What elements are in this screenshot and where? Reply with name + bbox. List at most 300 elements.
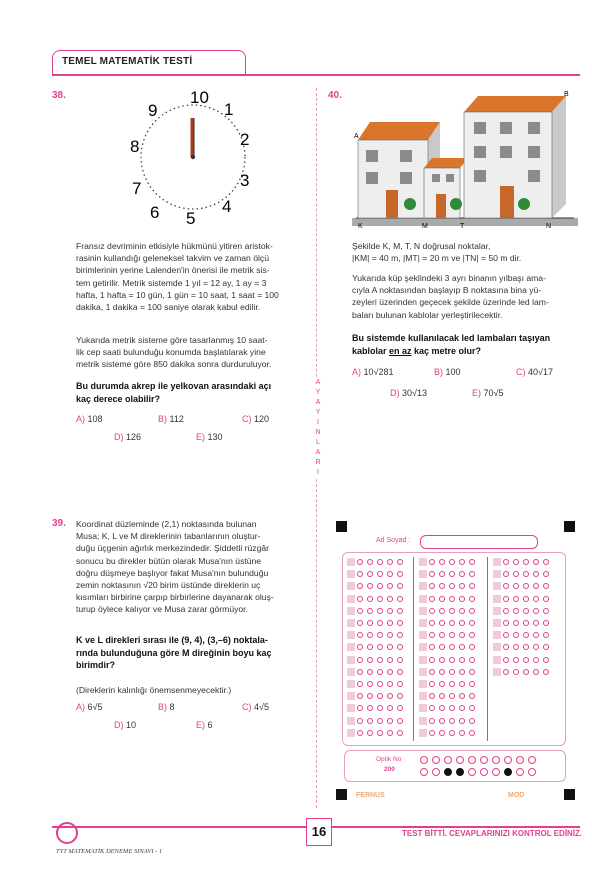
window <box>528 170 540 182</box>
answer-bubble[interactable] <box>513 608 519 614</box>
answer-bubble[interactable] <box>459 669 465 675</box>
answer-grid <box>342 552 566 746</box>
grid-column-rule <box>413 557 414 741</box>
answer-bubble[interactable] <box>449 620 455 626</box>
grid-column-rule <box>487 557 488 741</box>
answer-bubble[interactable] <box>513 644 519 650</box>
answer-bubble[interactable] <box>459 657 465 663</box>
optik-bubble[interactable] <box>504 756 512 764</box>
answer-bubble[interactable] <box>469 669 475 675</box>
answer-bubble[interactable] <box>357 718 363 724</box>
text-line: kısımları birbirine çarpıp birbirlerine dayanarak oluş- <box>76 592 274 603</box>
q39-note: (Direklerin kalınlığı önemsenmeyecektir.) <box>76 685 232 695</box>
answer-bubble[interactable] <box>459 632 465 638</box>
answer-bubble[interactable] <box>377 620 383 626</box>
answer-bubble[interactable] <box>387 693 393 699</box>
grid-row-number-cell <box>347 668 355 676</box>
answer-bubble[interactable] <box>429 693 435 699</box>
q39-option-a[interactable]: A) 6√5 <box>76 702 103 712</box>
window <box>474 146 486 158</box>
answer-bubble[interactable] <box>357 657 363 663</box>
answer-bubble[interactable] <box>357 693 363 699</box>
answer-bubble[interactable] <box>377 583 383 589</box>
answer-bubble[interactable] <box>357 730 363 736</box>
answer-bubble[interactable] <box>387 718 393 724</box>
answer-bubble[interactable] <box>449 718 455 724</box>
answer-bubble[interactable] <box>469 620 475 626</box>
answer-bubble[interactable] <box>459 644 465 650</box>
answer-bubble[interactable] <box>439 644 445 650</box>
answer-bubble[interactable] <box>377 669 383 675</box>
answer-bubble[interactable] <box>523 559 529 565</box>
answer-bubble[interactable] <box>513 596 519 602</box>
answer-bubble[interactable] <box>543 669 549 675</box>
publisher-logo <box>56 822 78 844</box>
answer-bubble[interactable] <box>429 669 435 675</box>
answer-bubble[interactable] <box>387 608 393 614</box>
optik-bubble[interactable] <box>516 756 524 764</box>
answer-bubble[interactable] <box>503 620 509 626</box>
answer-bubble[interactable] <box>533 583 539 589</box>
clock-num-6: 6 <box>150 203 160 222</box>
answer-bubble[interactable] <box>439 693 445 699</box>
window <box>366 150 378 162</box>
answer-bubble[interactable] <box>439 583 445 589</box>
answer-bubble[interactable] <box>377 632 383 638</box>
optik-bubble[interactable] <box>468 768 476 776</box>
answer-bubble[interactable] <box>449 596 455 602</box>
answer-bubble[interactable] <box>449 705 455 711</box>
answer-bubble[interactable] <box>513 657 519 663</box>
clock-num-2: 2 <box>240 130 250 149</box>
optik-bubble[interactable] <box>468 756 476 764</box>
answer-bubble[interactable] <box>429 608 435 614</box>
answer-bubble[interactable] <box>397 681 403 687</box>
text-line: duğu üçgenin ağırlık merkezindedir. Şiddetli rüzgâr <box>76 543 269 554</box>
answer-bubble[interactable] <box>377 644 383 650</box>
grid-row-number-cell <box>347 704 355 712</box>
roof-1 <box>358 122 440 140</box>
answer-bubble[interactable] <box>513 571 519 577</box>
grid-row-number-cell <box>347 631 355 639</box>
answer-bubble[interactable] <box>503 644 509 650</box>
answer-bubble[interactable] <box>387 657 393 663</box>
optik-bubble[interactable] <box>528 756 536 764</box>
q39-option-b[interactable]: B) 8 <box>158 702 175 712</box>
answer-bubble[interactable] <box>469 644 475 650</box>
grid-row-number-cell <box>493 656 501 664</box>
answer-bubble[interactable] <box>543 632 549 638</box>
text-line: zemin noktasının √20 birim üstünde direklerin uç <box>76 580 261 591</box>
answer-bubble[interactable] <box>429 632 435 638</box>
optik-bubble[interactable] <box>444 768 452 776</box>
q38-option-e[interactable]: E) 130 <box>196 432 223 442</box>
q40-option-c[interactable]: C) 40√17 <box>516 367 553 377</box>
text-line: rasinin kullandığı geleneksel takvim ve zaman ölçü <box>76 253 269 264</box>
answer-bubble[interactable] <box>377 718 383 724</box>
answer-bubble[interactable] <box>503 669 509 675</box>
answer-bubble[interactable] <box>367 571 373 577</box>
grid-row-number-cell <box>419 680 427 688</box>
optik-bubble[interactable] <box>420 768 428 776</box>
grid-row-number-cell <box>347 717 355 725</box>
grid-row-number-cell <box>419 717 427 725</box>
answer-bubble[interactable] <box>429 559 435 565</box>
optik-bubble[interactable] <box>492 756 500 764</box>
q40-option-e[interactable]: E) 70√5 <box>472 388 504 398</box>
answer-bubble[interactable] <box>523 571 529 577</box>
answer-bubble[interactable] <box>503 657 509 663</box>
answer-bubble[interactable] <box>397 583 403 589</box>
answer-bubble[interactable] <box>459 583 465 589</box>
answer-bubble[interactable] <box>397 730 403 736</box>
answer-bubble[interactable] <box>439 730 445 736</box>
answer-bubble[interactable] <box>513 632 519 638</box>
grid-row-number-cell <box>347 643 355 651</box>
answer-bubble[interactable] <box>469 559 475 565</box>
answer-bubble[interactable] <box>387 571 393 577</box>
door <box>500 186 514 218</box>
answer-bubble[interactable] <box>429 644 435 650</box>
text-line: doğru düşmeye başlıyor fakat Musa'nın bulunduğu <box>76 567 269 578</box>
answer-bubble[interactable] <box>377 681 383 687</box>
answer-bubble[interactable] <box>367 657 373 663</box>
grid-row-number-cell <box>347 570 355 578</box>
answer-bubble[interactable] <box>397 632 403 638</box>
answer-bubble[interactable] <box>543 644 549 650</box>
answer-bubble[interactable] <box>503 596 509 602</box>
answer-bubble[interactable] <box>459 596 465 602</box>
answer-bubble[interactable] <box>367 681 373 687</box>
answer-bubble[interactable] <box>367 608 373 614</box>
answer-bubble[interactable] <box>523 583 529 589</box>
q40-option-a[interactable]: A) 10√281 <box>352 367 394 377</box>
answer-bubble[interactable] <box>543 608 549 614</box>
answer-bubble[interactable] <box>357 669 363 675</box>
q39-question <box>76 634 312 672</box>
answer-bubble[interactable] <box>543 583 549 589</box>
sidebar-letter: I <box>317 469 319 476</box>
answer-bubble[interactable] <box>439 632 445 638</box>
answer-bubble[interactable] <box>533 571 539 577</box>
text-line <box>352 345 588 358</box>
answer-bubble[interactable] <box>357 681 363 687</box>
answer-bubble[interactable] <box>439 596 445 602</box>
grid-row-number-cell <box>347 582 355 590</box>
answer-bubble[interactable] <box>367 559 373 565</box>
answer-bubble[interactable] <box>397 644 403 650</box>
answer-bubble[interactable] <box>459 693 465 699</box>
tree <box>450 198 462 210</box>
answer-bubble[interactable] <box>449 644 455 650</box>
answer-bubble[interactable] <box>387 644 393 650</box>
answer-bubble[interactable] <box>543 571 549 577</box>
optik-bubble[interactable] <box>420 756 428 764</box>
answer-bubble[interactable] <box>449 632 455 638</box>
text-line: sonucu bu direkler bütün olarak Musa'nın üstüne <box>76 555 262 566</box>
answer-bubble[interactable] <box>523 608 529 614</box>
answer-bubble[interactable] <box>357 608 363 614</box>
answer-bubble[interactable] <box>533 608 539 614</box>
answer-bubble[interactable] <box>397 669 403 675</box>
answer-bubble[interactable] <box>377 596 383 602</box>
answer-bubble[interactable] <box>449 583 455 589</box>
q39-option-e[interactable]: E) 6 <box>196 720 213 730</box>
sidebar-letter: Y <box>315 389 321 396</box>
grid-row-number-cell <box>493 643 501 651</box>
answer-bubble[interactable] <box>357 705 363 711</box>
answer-bubble[interactable] <box>367 718 373 724</box>
answer-bubble[interactable] <box>513 669 519 675</box>
grid-row-number-cell <box>347 656 355 664</box>
optik-bubble[interactable] <box>528 768 536 776</box>
answer-bubble[interactable] <box>469 681 475 687</box>
answer-bubble[interactable] <box>377 608 383 614</box>
answer-bubble[interactable] <box>397 693 403 699</box>
name-field[interactable] <box>420 535 538 549</box>
answer-bubble[interactable] <box>397 559 403 565</box>
answer-bubble[interactable] <box>469 596 475 602</box>
answer-bubble[interactable] <box>533 559 539 565</box>
q38-option-a[interactable]: A) 108 <box>76 414 103 424</box>
answer-bubble[interactable] <box>377 730 383 736</box>
answer-bubble[interactable] <box>523 620 529 626</box>
answer-bubble[interactable] <box>439 669 445 675</box>
option-value: 126 <box>126 432 142 442</box>
answer-bubble[interactable] <box>377 657 383 663</box>
answer-bubble[interactable] <box>533 620 539 626</box>
answer-bubble[interactable] <box>367 583 373 589</box>
window <box>500 146 512 158</box>
answer-bubble[interactable] <box>387 559 393 565</box>
sidebar-letter: Y <box>315 409 321 416</box>
q40-option-d[interactable]: D) 30√13 <box>390 388 427 398</box>
answer-bubble[interactable] <box>533 669 539 675</box>
q40-option-b[interactable]: B) 100 <box>434 367 461 377</box>
answer-bubble[interactable] <box>439 608 445 614</box>
answer-bubble[interactable] <box>367 632 373 638</box>
answer-bubble[interactable] <box>439 657 445 663</box>
optik-bubble[interactable] <box>504 768 512 776</box>
answer-bubble[interactable] <box>503 583 509 589</box>
optik-bubble[interactable] <box>480 756 488 764</box>
answer-bubble[interactable] <box>469 730 475 736</box>
window <box>432 174 440 182</box>
text-line: kaç derece olabilir? <box>76 393 161 404</box>
q38-paragraph-1 <box>76 240 306 313</box>
answer-bubble[interactable] <box>367 705 373 711</box>
answer-bubble[interactable] <box>459 730 465 736</box>
optik-bubble[interactable] <box>492 768 500 776</box>
answer-bubble[interactable] <box>397 705 403 711</box>
answer-bubble[interactable] <box>469 705 475 711</box>
option-value: 112 <box>169 414 184 424</box>
option-value: 10√281 <box>363 367 394 377</box>
answer-bubble[interactable] <box>387 681 393 687</box>
answer-bubble[interactable] <box>387 730 393 736</box>
answer-bubble[interactable] <box>387 705 393 711</box>
answer-bubble[interactable] <box>449 559 455 565</box>
optik-bubble[interactable] <box>444 756 452 764</box>
answer-bubble[interactable] <box>533 657 539 663</box>
answer-bubble[interactable] <box>523 657 529 663</box>
registration-mark <box>336 521 347 532</box>
answer-bubble[interactable] <box>357 596 363 602</box>
answer-bubble[interactable] <box>523 632 529 638</box>
answer-bubble[interactable] <box>543 657 549 663</box>
q38-option-c[interactable]: C) 120 <box>242 414 270 424</box>
text-line: Bu sistemde kullanılacak led lambaları taşıyan <box>352 333 551 343</box>
answer-bubble[interactable] <box>429 583 435 589</box>
answer-bubble[interactable] <box>397 620 403 626</box>
answer-bubble[interactable] <box>503 571 509 577</box>
answer-bubble[interactable] <box>429 705 435 711</box>
answer-bubble[interactable] <box>367 730 373 736</box>
optik-bubble[interactable] <box>480 768 488 776</box>
answer-bubble[interactable] <box>469 718 475 724</box>
answer-bubble[interactable] <box>523 596 529 602</box>
answer-bubble[interactable] <box>367 644 373 650</box>
answer-bubble[interactable] <box>459 571 465 577</box>
page-title: TEMEL MATEMATİK TESTİ <box>62 56 193 67</box>
answer-bubble[interactable] <box>523 669 529 675</box>
grid-row-number-cell <box>419 668 427 676</box>
answer-bubble[interactable] <box>397 657 403 663</box>
answer-bubble[interactable] <box>357 644 363 650</box>
brand-right: MOD <box>508 792 525 799</box>
answer-bubble[interactable] <box>377 571 383 577</box>
window <box>366 172 378 184</box>
answer-bubble[interactable] <box>449 693 455 699</box>
answer-bubble[interactable] <box>449 571 455 577</box>
answer-bubble[interactable] <box>397 571 403 577</box>
label-a: A <box>354 133 359 140</box>
answer-bubble[interactable] <box>459 718 465 724</box>
answer-bubble[interactable] <box>367 596 373 602</box>
answer-bubble[interactable] <box>503 632 509 638</box>
answer-bubble[interactable] <box>449 730 455 736</box>
answer-bubble[interactable] <box>357 583 363 589</box>
answer-bubble[interactable] <box>387 620 393 626</box>
answer-bubble[interactable] <box>459 681 465 687</box>
optik-bubble[interactable] <box>456 756 464 764</box>
answer-bubble[interactable] <box>357 632 363 638</box>
answer-bubble[interactable] <box>377 559 383 565</box>
ground <box>352 218 578 226</box>
answer-bubble[interactable] <box>367 693 373 699</box>
answer-bubble[interactable] <box>357 559 363 565</box>
answer-bubble[interactable] <box>459 705 465 711</box>
q38-option-b[interactable]: B) 112 <box>158 414 184 424</box>
optik-label: Optik No <box>376 756 402 763</box>
answer-bubble[interactable] <box>459 559 465 565</box>
answer-bubble[interactable] <box>377 693 383 699</box>
answer-bubble[interactable] <box>449 608 455 614</box>
answer-bubble[interactable] <box>429 620 435 626</box>
optik-bubble[interactable] <box>432 756 440 764</box>
answer-bubble[interactable] <box>469 632 475 638</box>
answer-bubble[interactable] <box>397 718 403 724</box>
label-m: M <box>422 223 428 230</box>
header-rule <box>52 74 580 76</box>
window <box>446 174 454 182</box>
answer-bubble[interactable] <box>469 571 475 577</box>
optik-bubble[interactable] <box>432 768 440 776</box>
answer-bubble[interactable] <box>397 608 403 614</box>
emphasis-text: en az <box>389 345 412 356</box>
answer-bubble[interactable] <box>459 620 465 626</box>
optik-bubble[interactable] <box>456 768 464 776</box>
door <box>386 190 398 218</box>
answer-bubble[interactable] <box>429 730 435 736</box>
answer-bubble[interactable] <box>503 608 509 614</box>
answer-bubble[interactable] <box>513 583 519 589</box>
answer-bubble[interactable] <box>543 620 549 626</box>
answer-bubble[interactable] <box>439 705 445 711</box>
answer-bubble[interactable] <box>523 644 529 650</box>
answer-bubble[interactable] <box>449 669 455 675</box>
answer-bubble[interactable] <box>439 559 445 565</box>
grid-row-number-cell <box>419 656 427 664</box>
answer-bubble[interactable] <box>387 583 393 589</box>
clock-figure <box>126 90 260 224</box>
answer-bubble[interactable] <box>387 669 393 675</box>
answer-bubble[interactable] <box>439 718 445 724</box>
answer-bubble[interactable] <box>439 681 445 687</box>
answer-bubble[interactable] <box>377 705 383 711</box>
answer-bubble[interactable] <box>459 608 465 614</box>
answer-bubble[interactable] <box>429 596 435 602</box>
answer-bubble[interactable] <box>513 559 519 565</box>
answer-bubble[interactable] <box>367 620 373 626</box>
option-value: 6√5 <box>87 702 103 712</box>
answer-bubble[interactable] <box>533 596 539 602</box>
answer-bubble[interactable] <box>469 583 475 589</box>
q39-option-d[interactable]: D) 10 <box>114 720 137 730</box>
text-line: zeyleri üzerinden geçecek şekilde üzerinde led lam- <box>352 297 549 308</box>
answer-bubble[interactable] <box>439 571 445 577</box>
answer-bubble[interactable] <box>503 559 509 565</box>
clock-num-5: 5 <box>186 209 196 224</box>
q39-option-c[interactable]: C) 4√5 <box>242 702 269 712</box>
answer-bubble[interactable] <box>429 718 435 724</box>
answer-bubble[interactable] <box>387 632 393 638</box>
answer-bubble[interactable] <box>367 669 373 675</box>
grid-row-number-cell <box>347 607 355 615</box>
answer-bubble[interactable] <box>429 657 435 663</box>
answer-bubble[interactable] <box>533 632 539 638</box>
answer-bubble[interactable] <box>543 596 549 602</box>
answer-bubble[interactable] <box>387 596 393 602</box>
q38-option-d[interactable]: D) 126 <box>114 432 142 442</box>
answer-bubble[interactable] <box>469 657 475 663</box>
optik-bubble[interactable] <box>516 768 524 776</box>
answer-bubble[interactable] <box>449 681 455 687</box>
answer-bubble[interactable] <box>429 681 435 687</box>
window <box>528 122 540 134</box>
answer-bubble[interactable] <box>469 608 475 614</box>
answer-bubble[interactable] <box>543 559 549 565</box>
answer-bubble[interactable] <box>469 693 475 699</box>
answer-bubble[interactable] <box>449 657 455 663</box>
answer-bubble[interactable] <box>357 571 363 577</box>
answer-bubble[interactable] <box>439 620 445 626</box>
answer-bubble[interactable] <box>357 620 363 626</box>
answer-bubble[interactable] <box>513 620 519 626</box>
answer-bubble[interactable] <box>397 596 403 602</box>
answer-bubble[interactable] <box>533 644 539 650</box>
answer-bubble[interactable] <box>429 571 435 577</box>
